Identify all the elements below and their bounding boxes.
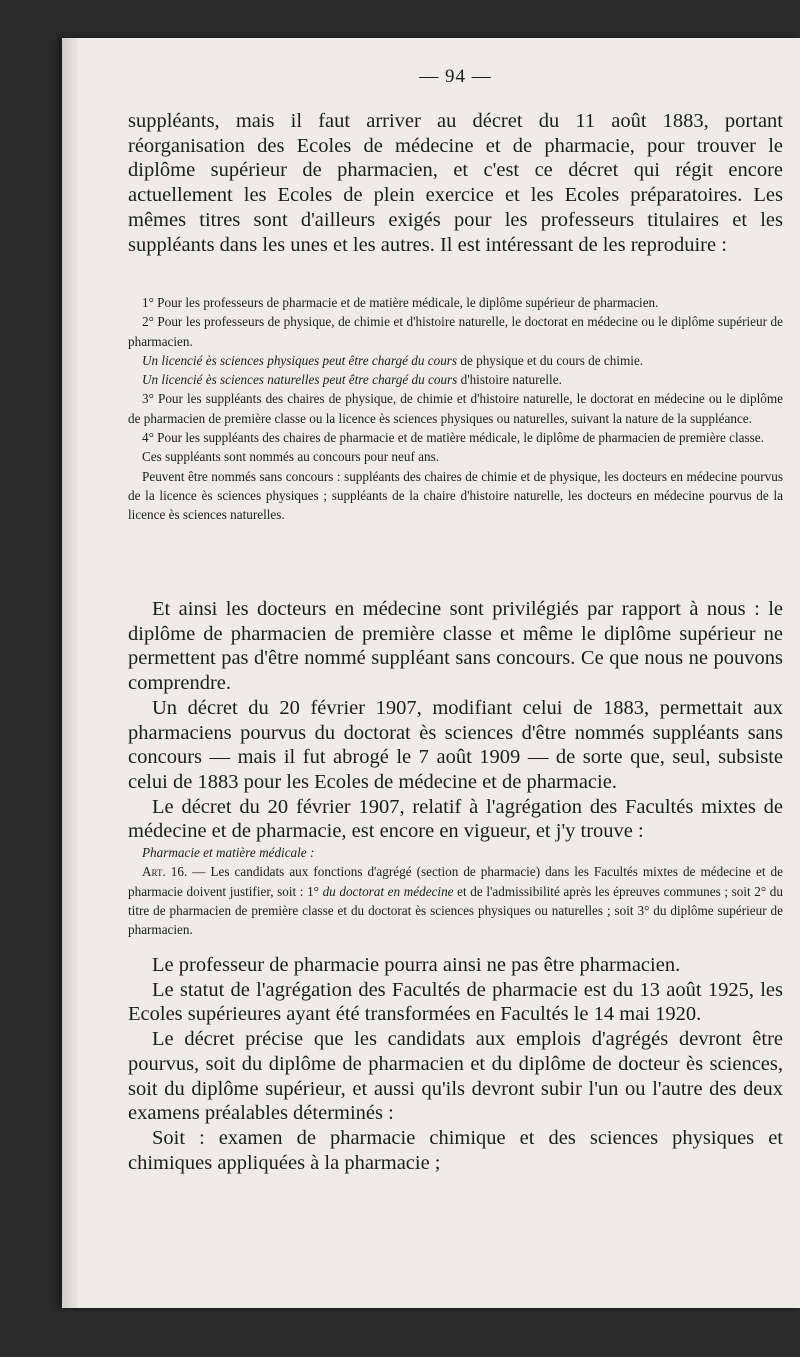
list-note-2	[128, 370, 783, 389]
text-block-final	[128, 953, 783, 1175]
article-heading	[128, 843, 783, 862]
article-italic: du doctorat en médecine	[322, 883, 454, 899]
article-heading-text: Pharmacie et matière médicale :	[142, 845, 315, 860]
note-2-italic: Un licencié ès sciences naturelles peut être chargé du cours	[142, 372, 458, 388]
article-text-b: et de l'admissibilité après les épreuves communes ; soit 2° du titre de pharmacien de première classe et du doctorat ès sciences physiques ou naturelles ; soit 3° du diplôme supérieur de pharmacien.	[128, 883, 783, 938]
list-item-4: 4° Pour les suppléants des chaires de pharmacie et de matière médicale, le diplôme de pharmacien de première classe.	[142, 430, 764, 446]
list-item-3: 3° Pour les suppléants des chaires de physique, de chimie et d'histoire naturelle, le doctorat en médecine ou le diplôme de pharmacien de première classe ou la licence ès sciences physiques ou naturelles, suivant la nature de la suppléance.	[128, 391, 783, 426]
list-item-5: Ces suppléants sont nommés au concours pour neuf ans.	[142, 449, 440, 465]
paragraph-agregation: Le décret du 20 février 1907, relatif à l'agrégation des Facultés mixtes de médecine et de pharmacie, est encore en vigueur, et j'y trouve :	[128, 795, 783, 843]
paragraph-professeur: Le professeur de pharmacie pourra ainsi ne pas être pharmacien.	[152, 954, 681, 976]
page-number: — 94 —	[419, 66, 492, 87]
paragraph-intro: suppléants, mais il faut arriver au décret du 11 août 1883, portant réorganisation des Ecoles de médecine et de pharmacie, pour trouver le diplôme supérieur de pharmacien, et c'est ce décret qui régit encore actuellement les Ecoles de plein exercice et les Ecoles préparatoires. Les mêmes titres sont d'ailleurs exigés pour les professeurs titulaires et les suppléants dans les unes et les autres. Il est intéressant de les reproduire :	[128, 110, 783, 256]
decree-list	[128, 293, 783, 525]
note-1-italic: Un licencié ès sciences physiques peut être chargé du cours	[142, 352, 458, 368]
paragraph-statut: Le statut de l'agrégation des Facultés de pharmacie est du 13 août 1925, les Ecoles supérieures ayant été transformées en Facultés le 14 mai 1920.	[128, 978, 783, 1026]
text-block-middle	[128, 597, 783, 844]
paragraph-decret-1907: Un décret du 20 février 1907, modifiant celui de 1883, permettait aux pharmaciens pourvus du doctorat ès sciences d'être nommés suppléants sans concours — mais il fut abrogé le 7 août 1909 — de sorte que, seul, subsiste celui de 1883 pour les Ecoles de médecine et de pharmacie.	[128, 696, 783, 793]
note-1-rest: de physique et du cours de chimie.	[457, 352, 644, 368]
page-binding-edge	[62, 38, 78, 1308]
article-text-a: 16. — Les candidats aux fonctions d'agrégé (section de pharmacie) dans les Facultés mixtes de médecine et de pharmacie doivent justifier, soit : 1°	[128, 864, 783, 899]
article-quote	[128, 843, 783, 939]
article-label: Art.	[142, 864, 166, 880]
list-item-2: 2° Pour les professeurs de physique, de chimie et d'histoire naturelle, le doctorat en médecine ou le diplôme supérieur de pharmacien.	[128, 314, 783, 349]
paragraph-docteurs: Et ainsi les docteurs en médecine sont privilégiés par rapport à nous : le diplôme de pharmacien de première classe et même le diplôme supérieur ne permettent pas d'être nommé suppléant sans concours. Ce que nous ne pouvons comprendre.	[128, 598, 783, 695]
article-16	[128, 862, 783, 939]
paragraph-candidats: Le décret précise que les candidats aux emplois d'agrégés devront être pourvus, soit du diplôme de pharmacien et du diplôme de docteur ès sciences, soit du diplôme supérieur, et aussi qu'ils devront subir l'un ou l'autre des deux examens préalables déterminés :	[128, 1028, 783, 1125]
note-2-rest: d'histoire naturelle.	[457, 372, 562, 388]
paragraph-soit: Soit : examen de pharmacie chimique et des sciences physiques et chimiques appliquées à la pharmacie ;	[128, 1126, 783, 1174]
list-note-1	[128, 351, 783, 370]
list-item-6: Peuvent être nommés sans concours : suppléants des chaires de chimie et de physique, les docteurs en médecine pourvus de la licence ès sciences physiques ; suppléants de la chaire d'histoire naturelle, les docteurs en médecine pourvus de la licence ès sciences naturelles.	[128, 468, 783, 523]
list-item-1: 1° Pour les professeurs de pharmacie et de matière médicale, le diplôme supérieur de pharmacien.	[142, 295, 659, 310]
text-block-intro	[128, 109, 783, 257]
